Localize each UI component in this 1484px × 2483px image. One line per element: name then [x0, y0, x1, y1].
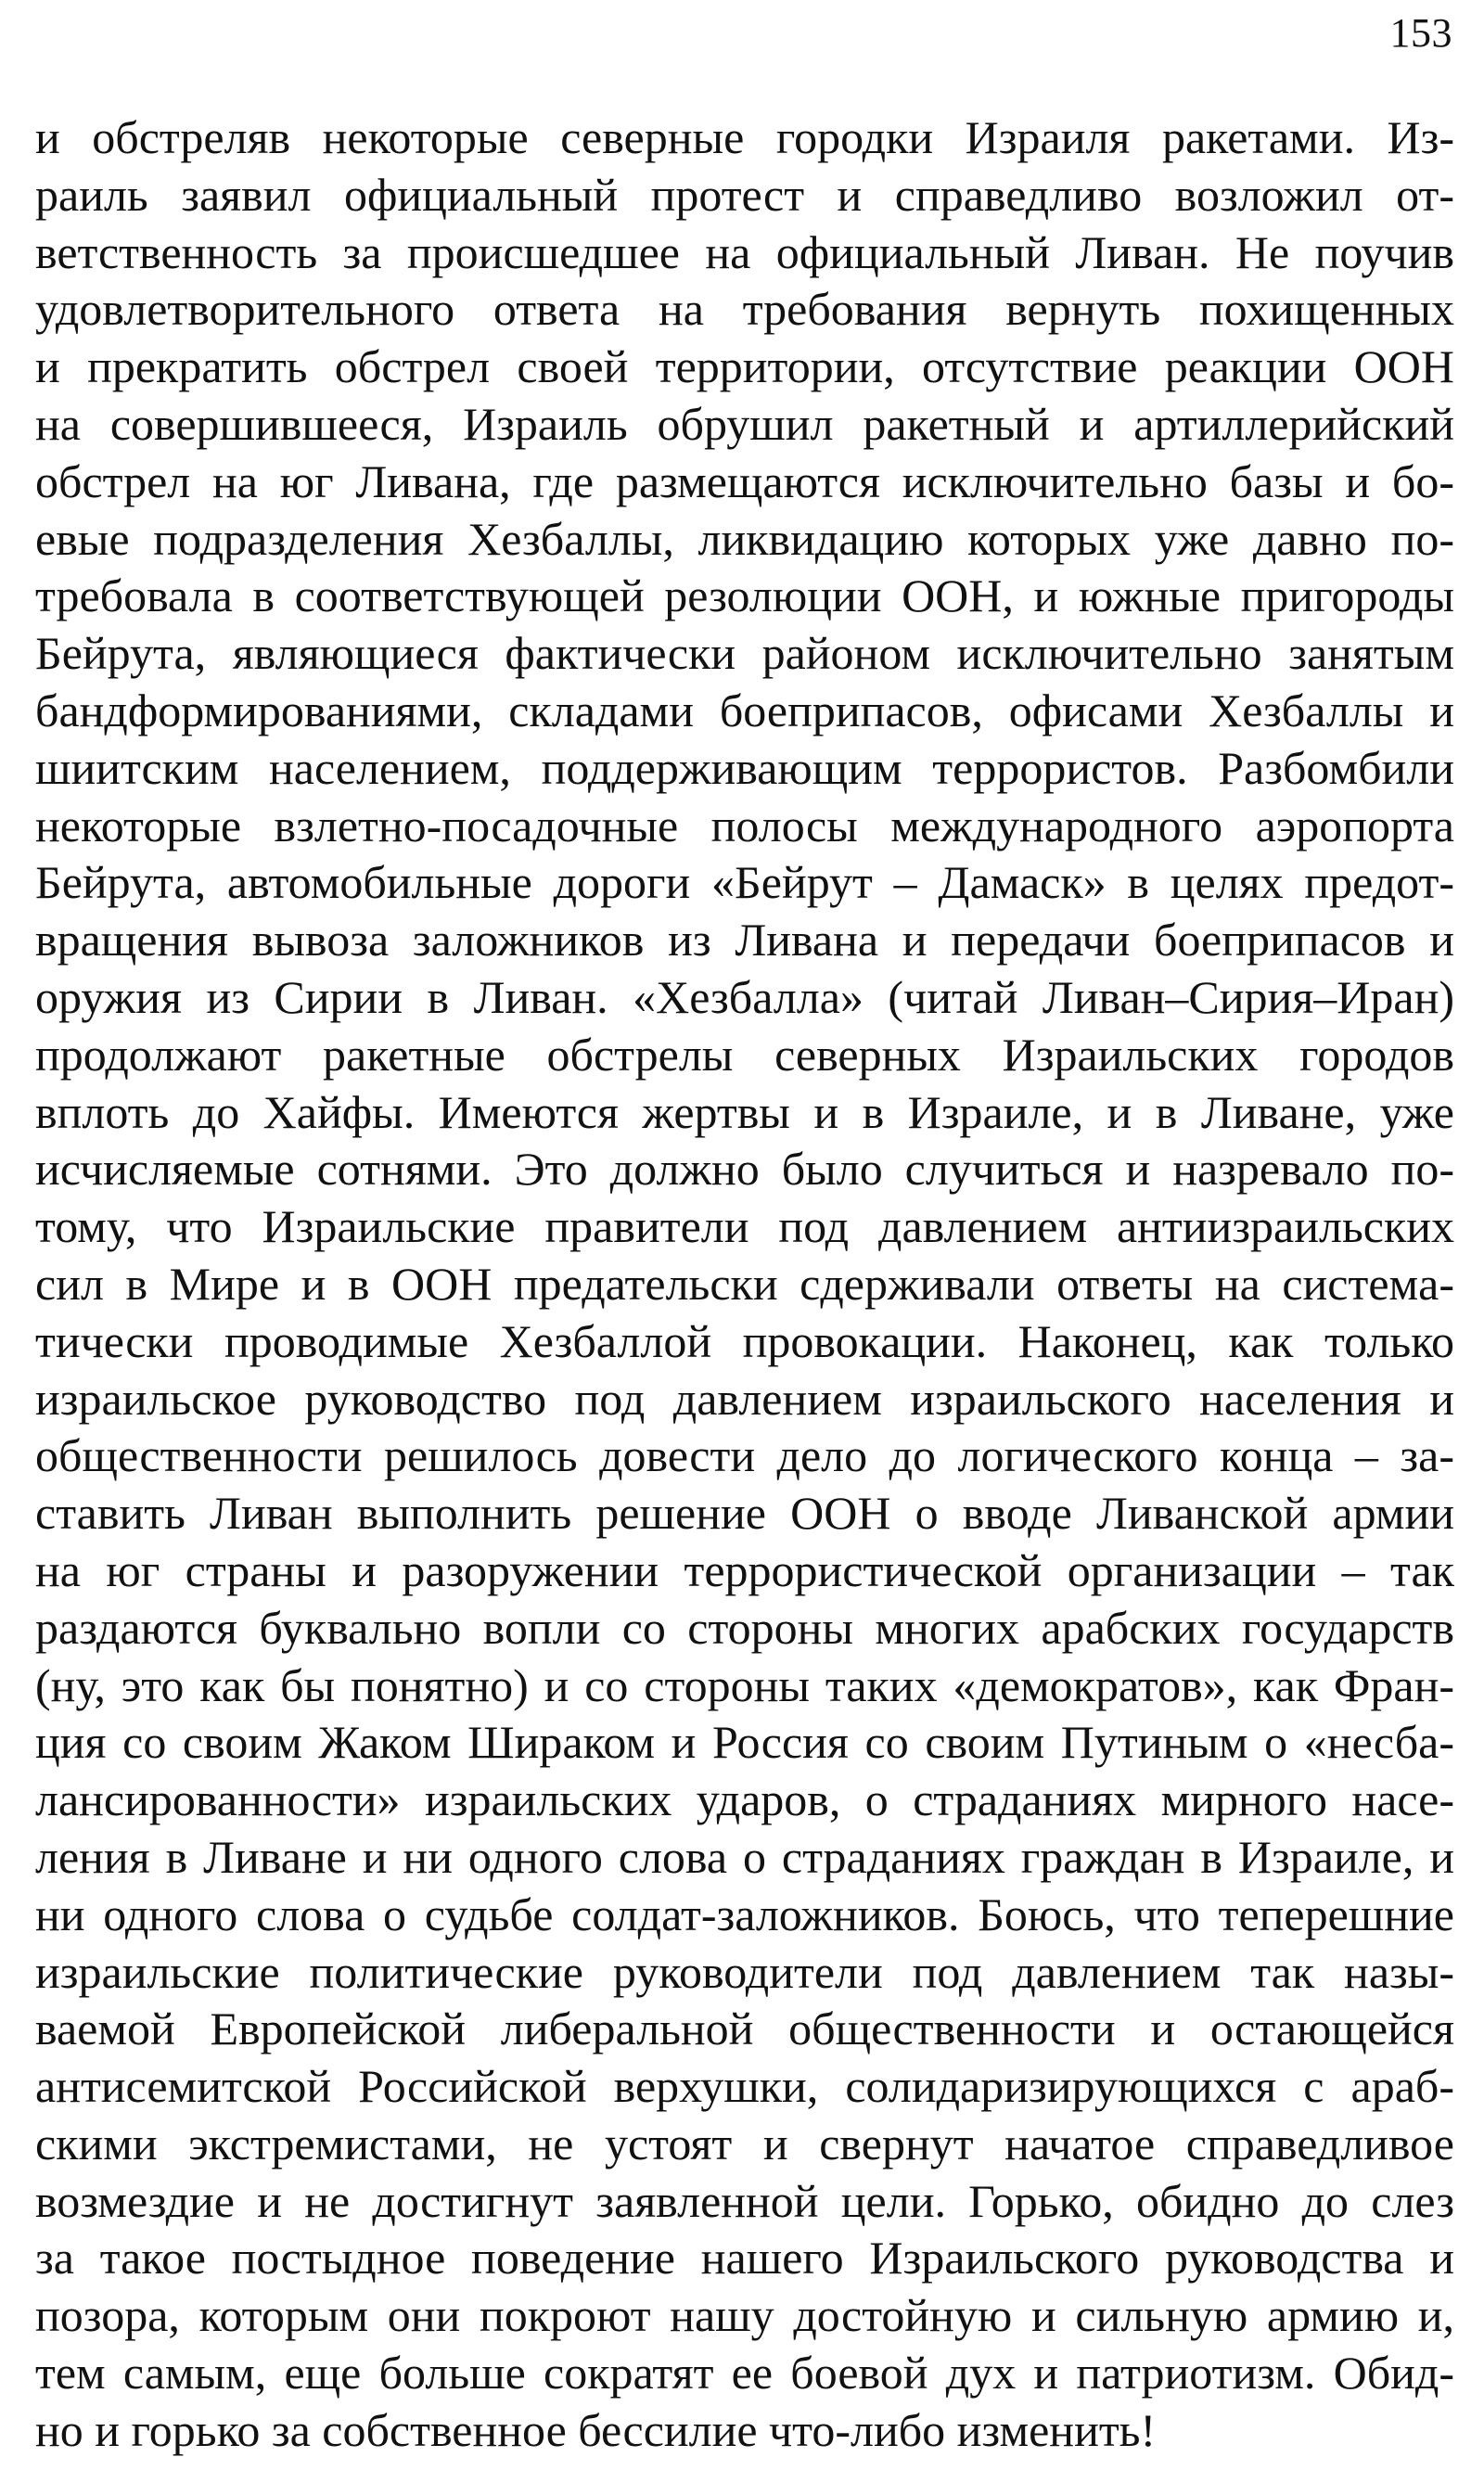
text-line: Бейрута, автомобильные дороги «Бейрут – Дамаск» в целях предот-: [35, 856, 1454, 909]
text-line: израильские политические руководители под давлением так назы-: [35, 1945, 1454, 1998]
text-line: ветственность за происшедшее на официальный Ливан. Не поучив: [35, 225, 1454, 278]
text-line: обстрел на юг Ливана, где размещаются исключительно базы и бо-: [35, 454, 1454, 507]
text-line: бандформированиями, складами боеприпасов, офисами Хезбаллы и: [35, 684, 1454, 736]
text-line: тому, что Израильские правители под давлением антиизраильских: [35, 1200, 1454, 1253]
text-line: (ну, это как бы понятно) и со стороны таких «демократов», как Фран-: [35, 1658, 1454, 1711]
text-line: на совершившееся, Израиль обрушил ракетный и артиллерийский: [35, 397, 1454, 450]
text-line: тически проводимые Хезбаллой провокации. Наконец, как только: [35, 1314, 1454, 1367]
text-line: удовлетворительного ответа на требования вернуть похищенных: [35, 283, 1454, 336]
text-line: шиитским населением, поддерживающим террористов. Разбомбили: [35, 741, 1454, 794]
text-line: исчисляемые сотнями. Это должно было случиться и назревало по-: [35, 1143, 1454, 1196]
text-line: общественности решилось довести дело до логического конца – за-: [35, 1429, 1454, 1482]
text-line: лансированности» израильских ударов, о страданиях мирного насе-: [35, 1773, 1454, 1826]
text-line: вращения вывоза заложников из Ливана и передачи боеприпасов и: [35, 914, 1454, 966]
text-line: возмездие и не достигнут заявленной цели. Горько, обидно до слез: [35, 2174, 1454, 2227]
text-line: Бейрута, являющиеся фактически районом исключительно занятым: [35, 627, 1454, 680]
text-line: раиль заявил официальный протест и справедливо возложил от-: [35, 168, 1454, 221]
text-line: за такое постыдное поведение нашего Израильского руководства и: [35, 2232, 1454, 2285]
text-line: на юг страны и разоружении террористической организации – так: [35, 1543, 1454, 1596]
text-line: вплоть до Хайфы. Имеются жертвы и в Израиле, и в Ливане, уже: [35, 1085, 1454, 1138]
text-line: ваемой Европейской либеральной общественности и остающейся: [35, 2003, 1454, 2055]
text-line: тем самым, еще больше сократят ее боевой дух и патриотизм. Обид-: [35, 2347, 1454, 2400]
text-line: ция со своим Жаком Шираком и Россия со своим Путиным о «несба-: [35, 1716, 1454, 1769]
text-line: ления в Ливане и ни одного слова о страданиях граждан в Израиле, и: [35, 1830, 1454, 1883]
text-line: оружия из Сирии в Ливан. «Хезбалла» (читай Ливан–Сирия–Иран): [35, 970, 1454, 1023]
body-text: [35, 109, 1454, 2460]
text-line: раздаются буквально вопли со стороны многих арабских государств: [35, 1601, 1454, 1654]
text-line: израильское руководство под давлением израильского населения и: [35, 1372, 1454, 1425]
text-line: сил в Мире и в ООН предательски сдерживали ответы на системa-: [35, 1257, 1454, 1310]
text-line: позора, которым они покроют нашу достойную и сильную армию и,: [35, 2289, 1454, 2342]
text-line: ни одного слова о судьбе солдат-заложников. Боюсь, что теперешние: [35, 1888, 1454, 1940]
text-line: и прекратить обстрел своей территории, отсутствие реакции ООН: [35, 340, 1454, 393]
text-line: некоторые взлетно-посадочные полосы международного аэропорта: [35, 799, 1454, 851]
text-line: продолжают ракетные обстрелы северных Израильских городов: [35, 1028, 1454, 1081]
text-line: евые подразделения Хезбаллы, ликвидацию которых уже давно по-: [35, 512, 1454, 565]
text-line: требовала в соответствующей резолюции ООН, и южные пригороды: [35, 570, 1454, 622]
text-line: но и горько за собственное бессилие что-либо изменить!: [35, 2403, 1157, 2456]
text-line: скими экстремистами, не устоят и свернут начатое справедливое: [35, 2117, 1454, 2169]
text-line: ставить Ливан выполнить решение ООН о вводе Ливанской армии: [35, 1487, 1454, 1540]
text-line: антисемитской Российской верхушки, солидаризирующихся с араб-: [35, 2060, 1454, 2113]
page-number: 153: [1389, 10, 1452, 56]
text-line: и обстреляв некоторые северные городки Израиля ракетами. Из-: [35, 111, 1454, 163]
